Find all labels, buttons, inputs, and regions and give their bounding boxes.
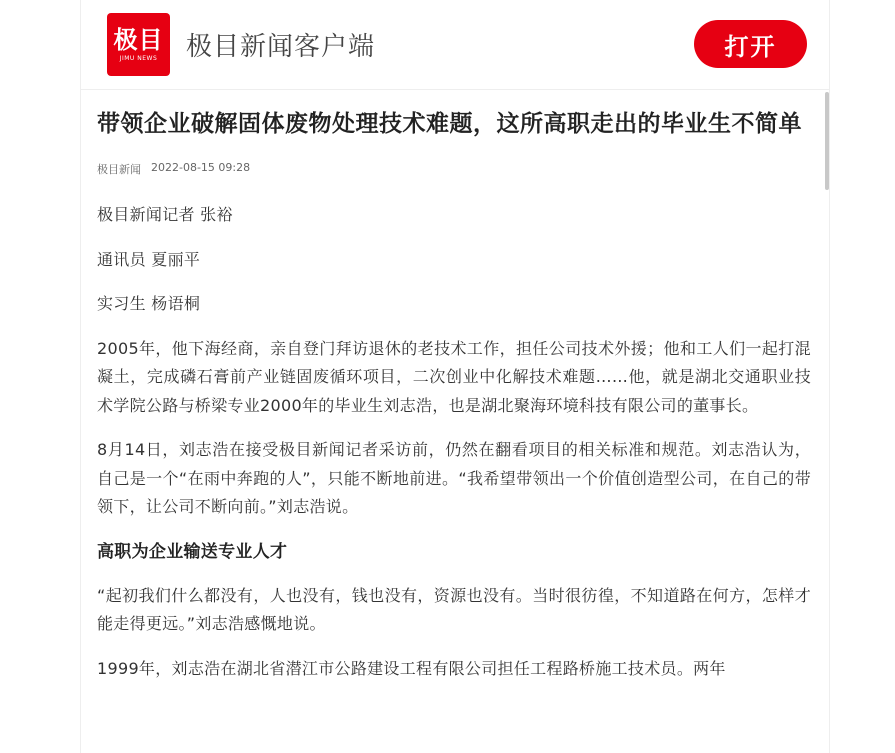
- logo-text: 极目: [113, 25, 164, 54]
- app-logo: [107, 13, 170, 76]
- article-source: 极目新闻: [97, 163, 141, 176]
- credit-reporter: 极目新闻记者 张裕: [97, 205, 233, 224]
- article-paragraph: “起初我们什么都没有，人也没有，钱也没有，资源也没有。当时很彷徨，不知道路在何方，怎样才能走得更远。”刘志浩感慨地说。: [97, 585, 811, 633]
- article-subheading: 高职为企业输送专业人才: [97, 541, 288, 562]
- article-paragraph: 1999年，刘志浩在湖北省潜江市公路建设工程有限公司担任工程路桥施工技术员。两年: [97, 658, 726, 678]
- article-datetime: 2022-08-15 09:28: [151, 161, 251, 174]
- article-paragraph: 2005年，他下海经商，亲自登门拜访退休的老技术工作，担任公司技术外援；他和工人们一起打混凝土，完成磷石膏前产业链固废循环项目，二次创业中化解技术难题……他，就是湖北交通职业技术学院公路与桥梁专业2000年的毕业生刘志浩，也是湖北聚海环境科技有限公司的董事长。: [97, 338, 811, 415]
- scrollbar-thumb[interactable]: [825, 92, 829, 190]
- logo-subtext: JIMU NEWS: [119, 54, 158, 62]
- credit-correspondent: 通讯员 夏丽平: [97, 249, 201, 269]
- article-title: 带领企业破解固体废物处理技术难题，这所高职走出的毕业生不简单: [97, 111, 802, 137]
- open-app-button[interactable]: 打开: [694, 20, 807, 68]
- article-meta: [97, 161, 811, 177]
- article-page: [80, 0, 830, 753]
- credit-intern: 实习生 杨语桐: [97, 294, 201, 313]
- app-name: 极目新闻客户端: [186, 32, 376, 62]
- article-paragraph: 8月14日，刘志浩在接受极目新闻记者采访前，仍然在翻看项目的相关标准和规范。刘志浩认为，自己是一个“在雨中奔跑的人”，只能不断地前进。“我希望带领出一个价值创造型公司，在自己的带领下，让公司不断向前。”刘志浩说。: [97, 440, 811, 516]
- article-body: [81, 90, 829, 683]
- app-banner: [81, 0, 829, 90]
